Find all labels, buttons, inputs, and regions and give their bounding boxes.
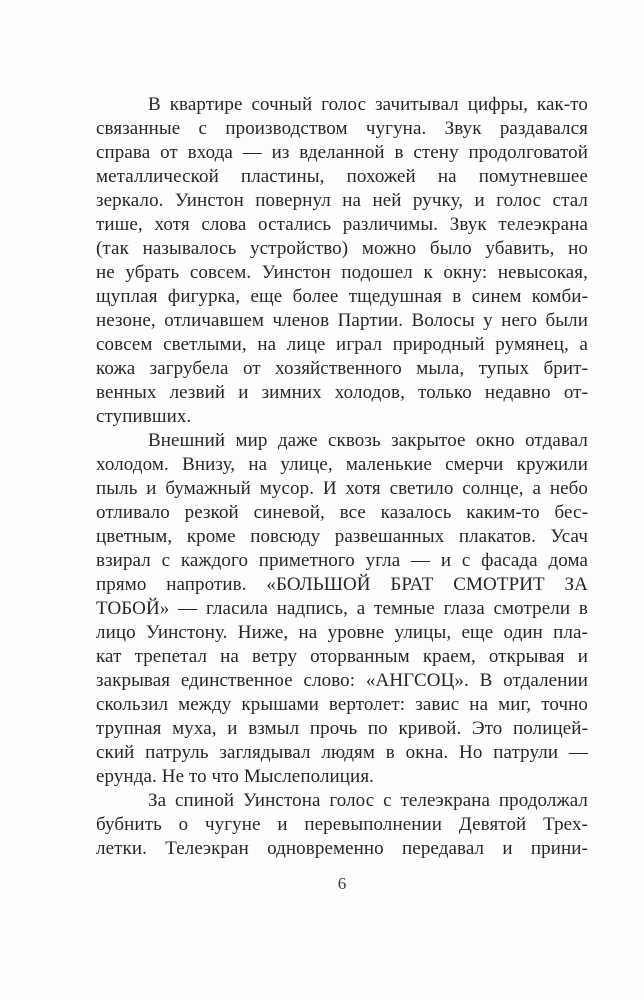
text-block xyxy=(96,93,588,861)
text-line: зеркало. Уинстон повернул на ней ручку, и голос стал xyxy=(96,190,588,211)
text-line: венных лезвий и зимних холодов, только недавно от- xyxy=(96,382,588,403)
text-line: кожа загрубела от хозяйственного мыла, тупых брит- xyxy=(96,358,588,379)
text-line: За спиной Уинстона голос с телеэкрана продолжал xyxy=(148,790,588,811)
text-line: закрывая единственное слово: «АНГСОЦ». В отдалении xyxy=(96,670,588,691)
text-line: ТОБОЙ» — гласила надпись, а темные глаза смотрели в xyxy=(96,598,588,619)
text-line: пыль и бумажный мусор. И хотя светило солнце, а небо xyxy=(96,478,588,499)
text-line: В квартире сочный голос зачитывал цифры, как-то xyxy=(148,94,588,115)
text-line: летки. Телеэкран одновременно передавал и прини- xyxy=(96,838,588,859)
paragraph xyxy=(96,93,588,429)
text-line: справа от входа — из вделанной в стену продолговатой xyxy=(96,142,588,163)
paragraph xyxy=(96,429,588,789)
text-line: щуплая фигурка, еще более тщедушная в синем комби- xyxy=(96,286,588,307)
text-line: скользил между крышами вертолет: завис на миг, точно xyxy=(96,694,588,715)
text-line: взирал с каждого приметного угла — и с фасада дома xyxy=(96,550,588,571)
text-line: связанные с производством чугуна. Звук раздавался xyxy=(96,118,588,139)
text-line: трупная муха, и взмыл прочь по кривой. Это полицей- xyxy=(96,718,588,739)
text-line: кат трепетал на ветру оторванным краем, открывая и xyxy=(96,646,588,667)
text-line: бубнить о чугуне и перевыполнении Девятой Трех- xyxy=(96,814,588,835)
paragraph xyxy=(96,789,588,861)
text-line: Внешний мир даже сквозь закрытое окно отдавал xyxy=(148,430,588,451)
text-line: совсем светлыми, на лице играл природный румянец, а xyxy=(96,334,588,355)
text-line: (так называлось устройство) можно было убавить, но xyxy=(96,238,588,259)
text-line: ерунда. Не то что Мыслеполиция. xyxy=(96,766,375,787)
page-number: 6 xyxy=(337,874,347,893)
text-line: не убрать совсем. Уинстон подошел к окну: невысокая, xyxy=(96,262,588,283)
text-line: металлической пластины, похожей на помутневшее xyxy=(96,166,588,187)
text-line: лицо Уинстону. Ниже, на уровне улицы, еще один пла- xyxy=(96,622,588,643)
text-line: холодом. Внизу, на улице, маленькие смерчи кружили xyxy=(96,454,588,475)
text-line: прямо напротив. «БОЛЬШОЙ БРАТ СМОТРИТ ЗА xyxy=(96,574,588,595)
text-line: цветным, кроме повсюду развешанных плакатов. Усач xyxy=(96,526,588,547)
text-line: незоне, отличавшем членов Партии. Волосы у него были xyxy=(96,310,588,331)
text-line: ступивших. xyxy=(96,406,192,427)
text-line: отливало резкой синевой, все казалось каким-то бес- xyxy=(96,502,588,523)
text-line: тише, хотя слова остались различимы. Звук телеэкрана xyxy=(96,214,588,235)
text-line: ский патруль заглядывал людям в окна. Но патрули — xyxy=(96,742,588,763)
